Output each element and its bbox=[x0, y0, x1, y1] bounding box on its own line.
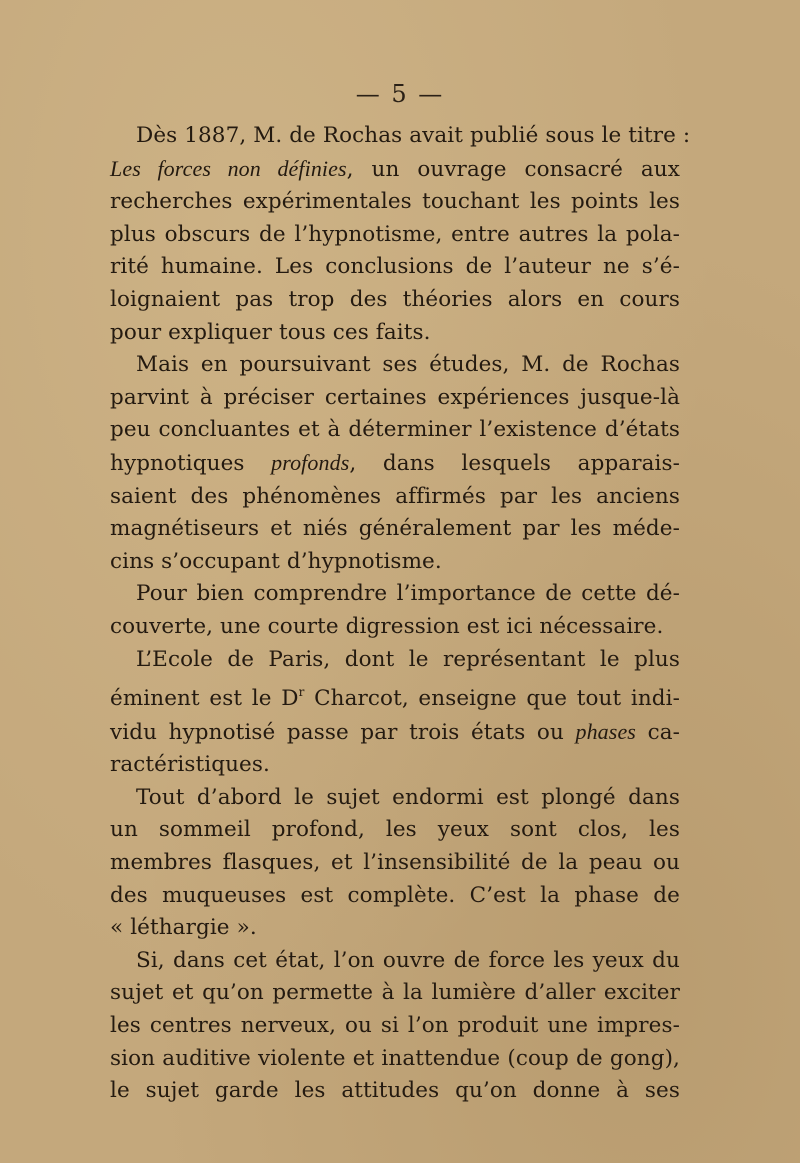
superscript-text: r bbox=[298, 685, 305, 700]
text-run: Charcot, enseigne que tout indi- bbox=[304, 686, 680, 712]
text-run: ractéristiques. bbox=[110, 752, 270, 778]
page-number: — 5 — bbox=[355, 80, 445, 108]
text-line bbox=[110, 481, 680, 514]
text-line bbox=[110, 513, 680, 546]
text-line bbox=[110, 447, 680, 481]
text-run: des muqueuses est complète. C’est la phase de bbox=[110, 882, 680, 908]
text-run: ca- bbox=[635, 719, 680, 745]
text-run: « léthargie ». bbox=[110, 915, 257, 941]
text-run: pour expliquer tous ces faits. bbox=[110, 319, 431, 345]
text-run: saient des phénomènes affirmés par les anciens bbox=[110, 483, 680, 509]
text-line bbox=[110, 578, 680, 611]
text-line bbox=[110, 749, 680, 782]
text-run: sion auditive violente et inattendue (coup de gong), bbox=[110, 1045, 680, 1071]
text-line bbox=[110, 382, 680, 415]
text-run: sujet et qu’on permette à la lumière d’aller exciter bbox=[110, 980, 680, 1006]
text-run: un sommeil profond, les yeux sont clos, les bbox=[110, 817, 680, 843]
text-run: Tout d’abord le sujet endormi est plongé dans bbox=[136, 784, 680, 810]
text-run: couverte, une courte digression est ici nécessaire. bbox=[110, 613, 664, 639]
text-run: L’Ecole de Paris, dont le représentant le plus bbox=[136, 646, 680, 672]
text-run: plus obscurs de l’hypnotisme, entre autres la pola- bbox=[110, 221, 680, 247]
text-run: recherches expérimentales touchant les points les bbox=[110, 189, 680, 215]
text-line bbox=[110, 120, 691, 153]
text-line bbox=[110, 945, 680, 978]
text-run: cins s’occupant d’hypnotisme. bbox=[110, 548, 442, 574]
text-run: membres flasques, et l’insensibilité de la peau ou bbox=[110, 850, 680, 876]
text-line bbox=[110, 349, 680, 382]
text-line bbox=[110, 1075, 680, 1108]
text-line bbox=[110, 546, 680, 579]
text-line bbox=[110, 716, 680, 750]
text-run: hypnotiques bbox=[110, 450, 272, 476]
italic-text: profonds bbox=[271, 449, 350, 475]
text-run: Pour bien comprendre l’importance de cette dé- bbox=[136, 581, 680, 607]
text-run: Mais en poursuivant ses études, M. de Rochas bbox=[136, 352, 680, 378]
text-run: les centres nerveux, ou si l’on produit une impres- bbox=[110, 1013, 680, 1039]
text-line bbox=[110, 611, 680, 644]
text-run: loignaient pas trop des théories alors en cours bbox=[110, 286, 680, 312]
text-line bbox=[110, 676, 680, 716]
text-line bbox=[110, 1010, 680, 1043]
text-line bbox=[110, 977, 680, 1010]
text-run: le sujet garde les attitudes qu’on donne à ses bbox=[110, 1078, 680, 1104]
text-line bbox=[110, 814, 680, 847]
text-line bbox=[110, 251, 680, 284]
italic-text: phases bbox=[575, 718, 636, 744]
text-run: , un ouvrage consacré aux bbox=[346, 156, 680, 182]
text-line bbox=[110, 284, 680, 317]
text-line bbox=[110, 186, 680, 219]
text-run: Dès 1887, M. de Rochas avait publié sous le titre : bbox=[136, 123, 691, 148]
text-run: éminent est le D bbox=[110, 686, 299, 712]
text-run: rité humaine. Les conclusions de l’auteur ne s’é- bbox=[110, 254, 680, 280]
italic-text: Les forces non définies bbox=[110, 155, 347, 181]
text-line bbox=[110, 414, 680, 447]
text-run: vidu hypnotisé passe par trois états ou bbox=[110, 719, 576, 745]
body-text bbox=[110, 120, 691, 1108]
text-line bbox=[110, 317, 680, 350]
text-line bbox=[110, 153, 680, 187]
text-run: Si, dans cet état, l’on ouvre de force les yeux du bbox=[136, 947, 680, 973]
text-line bbox=[110, 1043, 680, 1076]
text-line bbox=[110, 912, 680, 945]
text-line bbox=[110, 644, 680, 677]
text-line bbox=[110, 847, 680, 880]
text-line bbox=[110, 880, 680, 913]
text-run: , dans lesquels apparais- bbox=[349, 450, 680, 476]
text-run: peu concluantes et à déterminer l’existence d’états bbox=[110, 417, 680, 443]
text-line bbox=[110, 782, 680, 815]
text-run: magnétiseurs et niés généralement par les méde- bbox=[110, 516, 680, 542]
text-line bbox=[110, 219, 680, 252]
text-run: parvint à préciser certaines expériences jusque-là bbox=[110, 384, 680, 410]
